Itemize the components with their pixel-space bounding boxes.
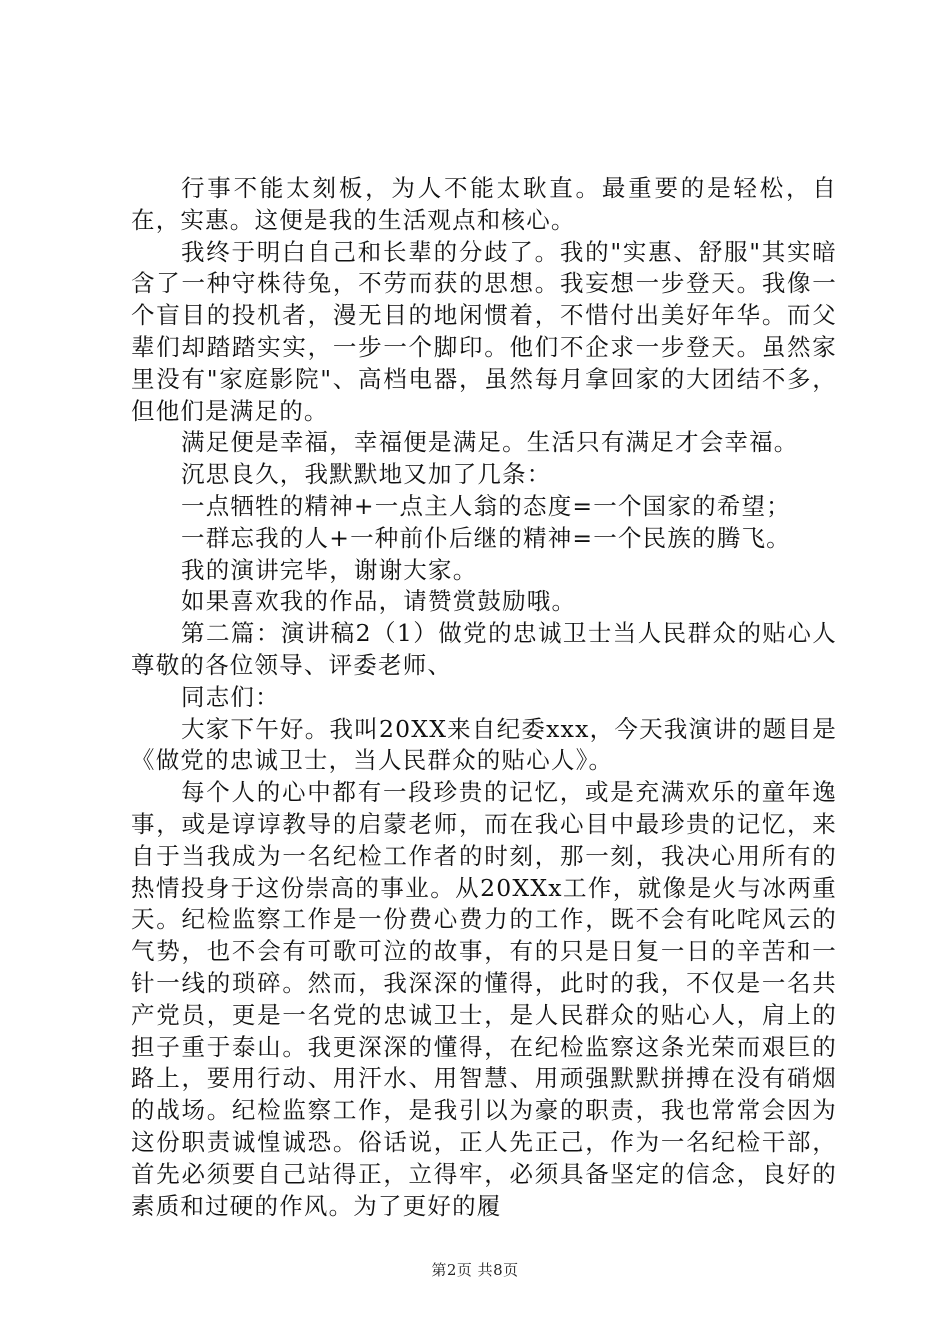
page-number-footer: 第2页 共8页 [431, 1261, 519, 1279]
paragraph: 沉思良久，我默默地又加了几条： [181, 460, 552, 489]
paragraph: 大家下午好。我叫20XX来自纪委xxx，今天我演讲的题目是《做党的忠诚卫士，当人民群众的贴心人》。 [131, 714, 837, 775]
paragraph: 行事不能太刻板，为人不能太耿直。最重要的是轻松，自在，实惠。这便是我的生活观点和核心。 [131, 174, 837, 234]
paragraph: 每个人的心中都有一段珍贵的记忆，或是充满欢乐的童年逸事，或是谆谆教导的启蒙老师，而在我心目中最珍贵的记忆，来自于当我成为一名纪检工作者的时刻，那一刻，我决心用所有的热情投身于这份崇高的事业。从20XXx工作，就像是火与冰两重天。纪检监察工作是一份费心费力的工作，既不会有叱咤风云的气势，也不会有可歌可泣的故事，有的只是日复一日的辛苦和一针一线的琐碎。然而，我深深的懂得，此时的我，不仅是一名共产党员，更是一名党的忠诚卫士，是人民群众的贴心人，肩上的担子重于泰山。我更深深的懂得，在纪检监察这条光荣而艰巨的路上，要用行动、用汗水、用智慧、用顽强默默拼搏在没有硝烟的战场。纪检监察工作，是我引以为豪的职责，我也常常会因为这份职责诚惶诚恐。俗话说，正人先正己，作为一名纪检干部，首先必须要自己站得正，立得牢，必须具备坚定的信念，良好的素质和过硬的作风。为了更好的履 [131, 778, 837, 1220]
paragraph: 如果喜欢我的作品，请赞赏鼓励哦。 [181, 587, 577, 616]
paragraph: 我终于明白自己和长辈的分歧了。我的"实惠、舒服"其实暗含了一种守株待兔，不劳而获的思想。我妄想一步登天。我像一个盲目的投机者，漫无目的地闲惯着，不惜付出美好年华。而父辈们却踏踏实实，一步一个脚印。他们不企求一步登天。虽然家里没有"家庭影院"、高档电器，虽然每月拿回家的大团结不多，但他们是满足的。 [131, 237, 837, 425]
section-heading-paragraph: 第二篇：演讲稿2（1）做党的忠诚卫士当人民群众的贴心人尊敬的各位领导、评委老师、 [131, 619, 837, 679]
paragraph: 我的演讲完毕，谢谢大家。 [181, 555, 478, 584]
paragraph: 满足便是幸福，幸福便是满足。生活只有满足才会幸福。 [181, 428, 799, 457]
paragraph: 一点牺牲的精神+一点主人翁的态度=一个国家的希望； [181, 491, 791, 520]
paragraph: 一群忘我的人+一种前仆后继的精神=一个民族的腾飞。 [181, 523, 791, 552]
document-body [131, 173, 837, 1222]
salutation: 同志们： [181, 682, 280, 711]
